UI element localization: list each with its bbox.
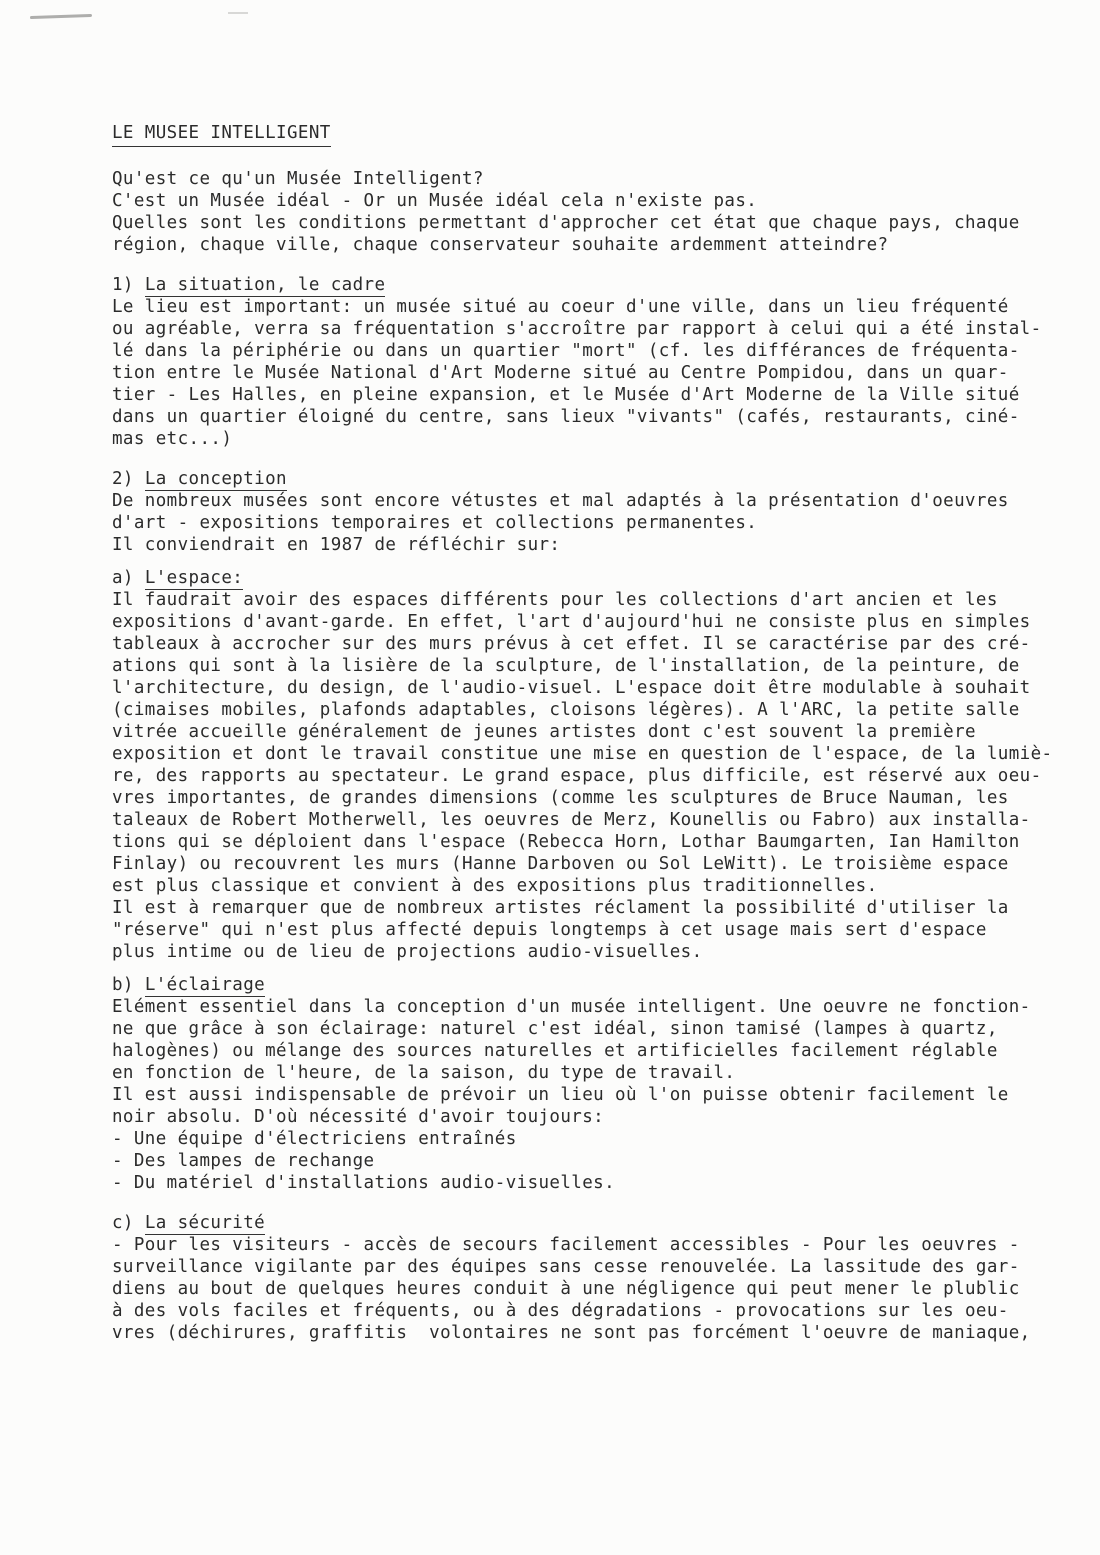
section-conception bbox=[112, 468, 1052, 556]
text-line: dans un quartier éloigné du centre, sans lieux "vivants" (cafés, restaurants, ciné- bbox=[112, 407, 1020, 427]
text-line: Qu'est ce qu'un Musée Intelligent? bbox=[112, 169, 484, 189]
text-line: De nombreux musées sont encore vétustes et mal adaptés à la présentation d'oeuvres bbox=[112, 491, 1009, 511]
text-line: (cimaises mobiles, plafonds adaptables, cloisons légères). A l'ARC, la petite salle bbox=[112, 700, 1020, 720]
section-securite bbox=[112, 1212, 1052, 1344]
text-line: Il conviendrait en 1987 de réfléchir sur: bbox=[112, 535, 561, 555]
text-line: d'art - expositions temporaires et collections permanentes. bbox=[112, 513, 758, 533]
list-item: - Du matériel d'installations audio-visuelles. bbox=[112, 1173, 616, 1193]
text-line: Il est à remarquer que de nombreux artistes réclament la possibilité d'utiliser la bbox=[112, 898, 1009, 918]
section-eclairage bbox=[112, 974, 1052, 1194]
text-line: Finlay) ou recouvrent les murs (Hanne Darboven ou Sol LeWitt). Le troisième espace bbox=[112, 854, 1009, 874]
text-line: expositions d'avant-garde. En effet, l'art d'aujourd'hui ne consiste plus en simples bbox=[112, 612, 1031, 632]
ink-smudge bbox=[228, 12, 248, 14]
section-espace bbox=[112, 567, 1052, 963]
text-line: noir absolu. D'où nécessité d'avoir toujours: bbox=[112, 1107, 605, 1127]
section-heading: 1) La situation, le cadre bbox=[112, 275, 386, 295]
text-line: exposition et dont le travail constitue une mise en question de l'espace, de la lumiè- bbox=[112, 744, 1053, 764]
text-line: vitrée accueille généralement de jeunes artistes dont c'est souvent la première bbox=[112, 722, 976, 742]
text-line: lé dans la périphérie ou dans un quartier "mort" (cf. les différances de fréquenta- bbox=[112, 341, 1020, 361]
text-line: vres (déchirures, graffitis volontaires ne sont pas forcément l'oeuvre de maniaque, bbox=[112, 1323, 1031, 1343]
text-line: halogènes) ou mélange des sources naturelles et artificielles facilement réglable bbox=[112, 1041, 998, 1061]
intro-paragraph bbox=[112, 168, 1052, 256]
text-line: à des vols faciles et fréquents, ou à des dégradations - provocations sur les oeu- bbox=[112, 1301, 1009, 1321]
text-line: plus intime ou de lieu de projections audio-visuelles. bbox=[112, 942, 703, 962]
section-situation bbox=[112, 274, 1052, 450]
text-line: est plus classique et convient à des expositions plus traditionnelles. bbox=[112, 876, 878, 896]
text-line: l'architecture, du design, de l'audio-visuel. L'espace doit être modulable à souhait bbox=[112, 678, 1031, 698]
text-line: vres importantes, de grandes dimensions (comme les sculptures de Bruce Nauman, les bbox=[112, 788, 1009, 808]
text-line: surveillance vigilante par des équipes sans cesse renouvelée. La lassitude des gar- bbox=[112, 1257, 1020, 1277]
text-line: diens au bout de quelques heures conduit à une négligence qui peut mener le plublic bbox=[112, 1279, 1020, 1299]
text-line: en fonction de l'heure, de la saison, du type de travail. bbox=[112, 1063, 736, 1083]
text-line: ou agréable, verra sa fréquentation s'accroître par rapport à celui qui a été instal- bbox=[112, 319, 1042, 339]
document-title: LE MUSEE INTELLIGENT bbox=[112, 122, 1052, 148]
text-line: taleaux de Robert Motherwell, les oeuvres de Merz, Kounellis ou Fabro) aux installa- bbox=[112, 810, 1031, 830]
text-line: ations qui sont à la lisière de la sculpture, de l'installation, de la peinture, de bbox=[112, 656, 1020, 676]
text-line: tions qui se déploient dans l'espace (Rebecca Horn, Lothar Baumgarten, Ian Hamilton bbox=[112, 832, 1020, 852]
text-line: "réserve" qui n'est plus affecté depuis longtemps à cet usage mais sert d'espace bbox=[112, 920, 987, 940]
text-line: tableaux à accrocher sur des murs prévus à cet effet. Il se caractérise par des cré- bbox=[112, 634, 1031, 654]
document-body bbox=[112, 122, 1052, 1344]
ink-smudge bbox=[30, 14, 92, 19]
section-heading: 2) La conception bbox=[112, 469, 287, 489]
text-line: Le lieu est important: un musée situé au coeur d'une ville, dans un lieu fréquenté bbox=[112, 297, 1009, 317]
text-line: Elément essentiel dans la conception d'un musée intelligent. Une oeuvre ne fonction- bbox=[112, 997, 1031, 1017]
list-item: - Une équipe d'électriciens entraînés bbox=[112, 1129, 517, 1149]
text-line: re, des rapports au spectateur. Le grand espace, plus difficile, est réservé aux oeu- bbox=[112, 766, 1042, 786]
section-heading: a) L'espace: bbox=[112, 568, 244, 588]
text-line: Quelles sont les conditions permettant d'approcher cet état que chaque pays, chaque bbox=[112, 213, 1020, 233]
list-item: - Des lampes de rechange bbox=[112, 1151, 375, 1171]
section-heading: c) La sécurité bbox=[112, 1213, 266, 1233]
text-line: tion entre le Musée National d'Art Moderne situé au Centre Pompidou, dans un quar- bbox=[112, 363, 1009, 383]
text-line: Il est aussi indispensable de prévoir un lieu où l'on puisse obtenir facilement le bbox=[112, 1085, 1009, 1105]
text-line: région, chaque ville, chaque conservateur souhaite ardemment atteindre? bbox=[112, 235, 889, 255]
text-line: ne que grâce à son éclairage: naturel c'est idéal, sinon tamisé (lampes à quartz, bbox=[112, 1019, 998, 1039]
text-line: Il faudrait avoir des espaces différents pour les collections d'art ancien et les bbox=[112, 590, 998, 610]
text-line: - Pour les visiteurs - accès de secours facilement accessibles - Pour les oeuvres - bbox=[112, 1235, 1020, 1255]
text-line: mas etc...) bbox=[112, 429, 233, 449]
text-line: C'est un Musée idéal - Or un Musée idéal cela n'existe pas. bbox=[112, 191, 758, 211]
section-heading: b) L'éclairage bbox=[112, 975, 266, 995]
text-line: tier - Les Halles, en pleine expansion, et le Musée d'Art Moderne de la Ville situé bbox=[112, 385, 1020, 405]
